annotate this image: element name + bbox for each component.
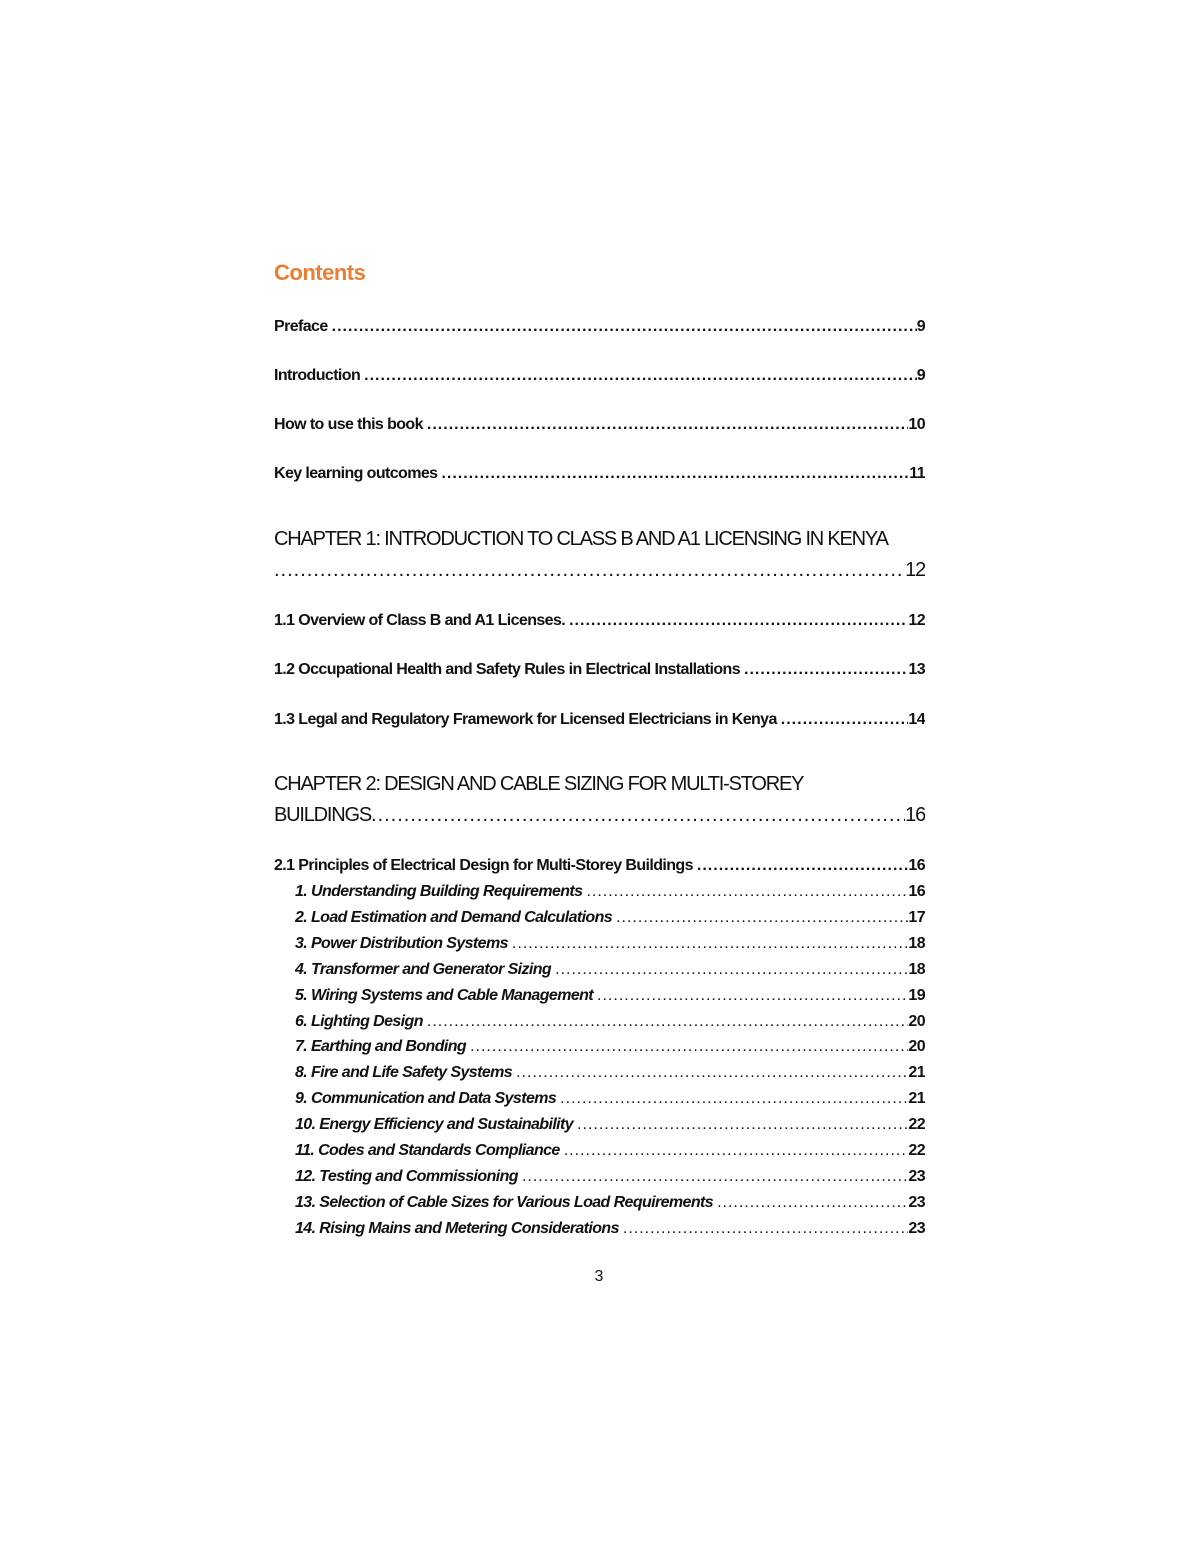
dot-leader — [744, 661, 908, 679]
toc-entry-page: 23 — [908, 1193, 925, 1211]
toc-entry-label: 1.3 Legal and Regulatory Framework for Licensed Electricians in Kenya — [274, 711, 777, 728]
toc-entry-page: 11 — [909, 465, 925, 482]
toc-subentry[interactable] — [295, 1116, 925, 1134]
dot-leader — [564, 1142, 909, 1160]
dot-leader — [555, 961, 908, 979]
dot-leader — [717, 1194, 908, 1212]
dot-leader — [427, 416, 908, 434]
toc-entry-label: 8. Fire and Life Safety Systems — [295, 1064, 513, 1082]
chapter-2-title[interactable]: CHAPTER 2: DESIGN AND CABLE SIZING FOR MULTI-STOREY — [274, 773, 804, 795]
toc-entry-label: 2.1 Principles of Electrical Design for Multi-Storey Buildings — [274, 857, 693, 874]
toc-entry-label: How to use this book — [274, 416, 423, 433]
toc-subentry[interactable] — [295, 961, 925, 979]
dot-leader — [577, 1116, 908, 1134]
dot-leader — [427, 1013, 909, 1031]
dot-leader — [616, 909, 908, 927]
toc-entry-page: 22 — [908, 1142, 925, 1159]
toc-entry-label: 3. Power Distribution Systems — [295, 934, 508, 952]
chapter-1-title[interactable]: CHAPTER 1: INTRODUCTION TO CLASS B AND A1 LICENSING IN KENYA — [274, 528, 888, 550]
toc-entry-label: 13. Selection of Cable Sizes for Various Load Requirements — [295, 1193, 714, 1211]
toc-entry-page: 17 — [908, 908, 925, 926]
toc-entry-label: 1.2 Occupational Health and Safety Rules in Electrical Installations — [274, 661, 741, 678]
toc-entry-label: 5. Wiring Systems and Cable Management — [295, 986, 594, 1004]
toc-entry-introduction[interactable] — [274, 367, 925, 385]
toc-entry-2-1[interactable] — [274, 857, 925, 875]
toc-entry-label: 12. Testing and Commissioning — [295, 1167, 518, 1185]
toc-entry-label: 10. Energy Efficiency and Sustainability — [295, 1116, 574, 1134]
toc-subentry[interactable] — [295, 1013, 925, 1031]
dot-leader — [522, 1168, 908, 1186]
toc-subentry[interactable] — [295, 1064, 925, 1082]
dot-leader — [586, 883, 908, 901]
toc-subentry[interactable] — [295, 883, 925, 901]
chapter-2-title-cont: BUILDINGS — [274, 804, 372, 826]
toc-entry-page: 16 — [908, 883, 925, 900]
toc-entry-label: 11. Codes and Standards Compliance — [295, 1142, 560, 1159]
dot-leader — [441, 465, 909, 483]
toc-entry-label: Preface — [274, 318, 328, 335]
toc-subentry[interactable] — [295, 1220, 925, 1238]
dot-leader — [569, 612, 908, 630]
dot-leader — [512, 935, 909, 953]
toc-entry-page: 23 — [908, 1167, 925, 1185]
chapter-1-page: 12 — [905, 559, 925, 581]
dot-leader — [470, 1038, 908, 1056]
toc-entry-page: 14 — [908, 711, 925, 728]
toc-subentry[interactable] — [295, 1142, 925, 1160]
toc-entry-page: 13 — [908, 661, 925, 678]
toc-entry-page: 18 — [908, 934, 925, 952]
toc-entry-label: 7. Earthing and Bonding — [295, 1038, 467, 1056]
contents-heading: Contents — [274, 260, 366, 285]
dot-leader — [781, 711, 909, 729]
dot-leader — [516, 1064, 908, 1082]
dot-leader — [623, 1220, 909, 1238]
toc-entry-label: 2. Load Estimation and Demand Calculations — [295, 908, 613, 926]
dot-leader — [364, 367, 917, 385]
toc-entry-page: 21 — [908, 1064, 925, 1082]
toc-entry-how-to-use[interactable] — [274, 416, 925, 434]
toc-entry-page: 10 — [908, 416, 925, 433]
toc-entry-page: 20 — [908, 1038, 925, 1056]
toc-entry-page: 19 — [908, 986, 925, 1004]
toc-subentry[interactable] — [295, 1168, 925, 1186]
dot-leader — [697, 857, 908, 875]
dot-leader — [597, 987, 908, 1005]
toc-subentry[interactable] — [295, 1194, 925, 1212]
toc-entry-label: Key learning outcomes — [274, 465, 438, 482]
dot-leader — [560, 1090, 908, 1108]
toc-entry-page: 22 — [908, 1116, 925, 1134]
chapter-2-title-line2[interactable] — [274, 804, 925, 827]
page-number: 3 — [594, 1268, 604, 1285]
toc-subentry[interactable] — [295, 1090, 925, 1108]
toc-entry-page: 12 — [908, 612, 925, 629]
chapter-2-page: 16 — [905, 804, 925, 826]
toc-subentry[interactable] — [295, 935, 925, 953]
toc-entry-preface[interactable] — [274, 318, 925, 336]
toc-entry-page: 9 — [916, 367, 925, 384]
toc-entry-label: 9. Communication and Data Systems — [295, 1090, 557, 1108]
toc-entry-page: 18 — [908, 960, 925, 978]
dot-leader — [371, 804, 905, 827]
toc-entry-label: 14. Rising Mains and Metering Considerations — [295, 1219, 619, 1237]
dot-leader — [274, 559, 905, 582]
toc-entry-page: 23 — [908, 1219, 925, 1237]
toc-entry-label: 4. Transformer and Generator Sizing — [295, 960, 552, 978]
chapter-1-leader[interactable] — [274, 559, 925, 582]
toc-entry-page: 21 — [908, 1090, 925, 1108]
toc-entry-key-outcomes[interactable] — [274, 465, 925, 483]
toc-entry-1-3[interactable] — [274, 711, 925, 729]
toc-entry-page: 9 — [916, 318, 925, 335]
toc-entry-label: 1. Understanding Building Requirements — [295, 883, 583, 900]
toc-subentry[interactable] — [295, 987, 925, 1005]
dot-leader — [332, 318, 917, 336]
toc-entry-1-2[interactable] — [274, 661, 925, 679]
toc-subentry[interactable] — [295, 909, 925, 927]
toc-subentry[interactable] — [295, 1038, 925, 1056]
toc-entry-label: 6. Lighting Design — [295, 1012, 423, 1030]
toc-entry-label: Introduction — [274, 367, 361, 384]
toc-entry-page: 20 — [908, 1012, 925, 1030]
toc-entry-1-1[interactable] — [274, 612, 925, 630]
toc-entry-page: 16 — [908, 857, 925, 874]
toc-entry-label: 1.1 Overview of Class B and A1 Licenses. — [274, 612, 566, 629]
